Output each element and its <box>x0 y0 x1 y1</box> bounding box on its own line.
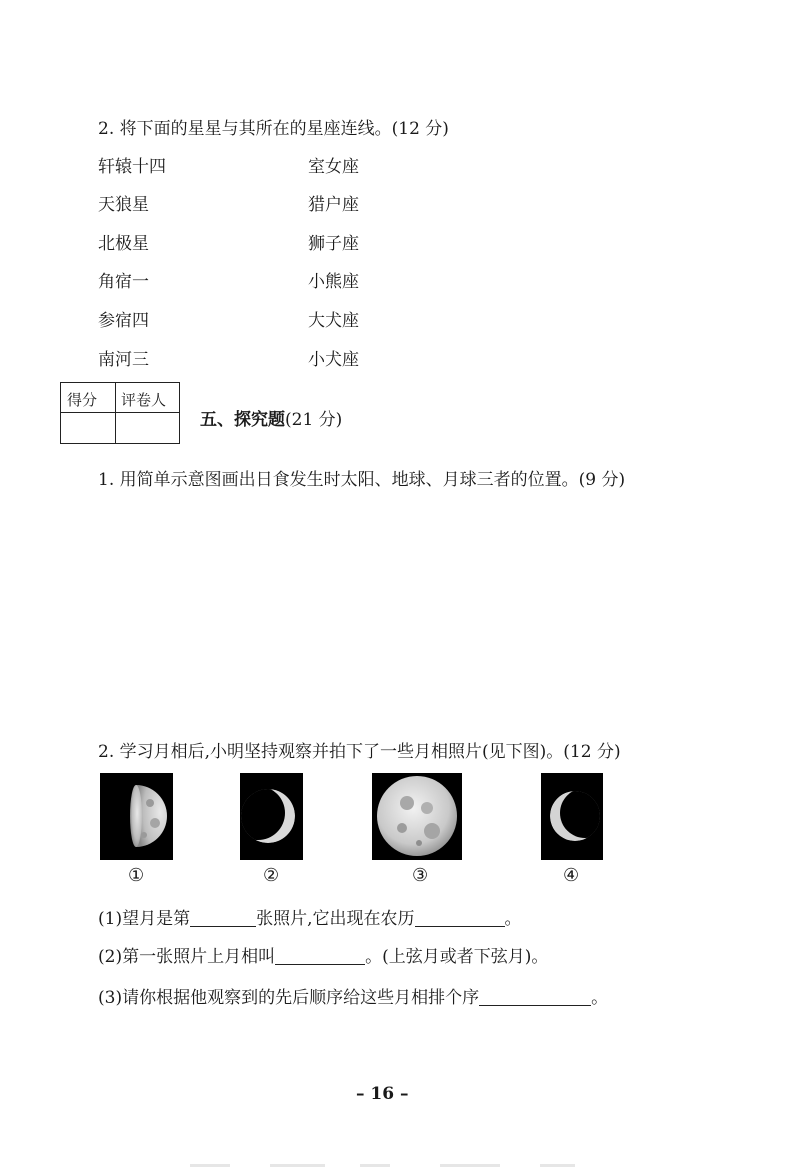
score-header: 得分 <box>67 391 98 409</box>
photo-label: ① <box>128 865 145 886</box>
section-points: (21 分) <box>285 410 343 430</box>
photo-label: ④ <box>563 865 580 886</box>
question-5-2-title: 2. 学习月相后,小明坚持观察并拍下了一些月相照片(见下图)。(12 分) <box>98 742 621 762</box>
constellation-item: 狮子座 <box>308 234 359 254</box>
answer-blank[interactable] <box>275 946 365 965</box>
sub-question-2 <box>98 942 548 967</box>
constellation-item: 大犬座 <box>308 311 359 331</box>
section-title: 五、探究题 <box>200 410 285 430</box>
constellation-item: 猎户座 <box>308 195 359 215</box>
constellation-item: 小犬座 <box>308 350 359 370</box>
answer-blank[interactable] <box>479 987 591 1006</box>
star-item: 北极星 <box>98 234 149 254</box>
moon-photo-4 <box>541 773 603 860</box>
bleed-through-marks <box>180 1162 600 1170</box>
star-item: 轩辕十四 <box>98 157 166 177</box>
sub-question-text: (2)第一张照片上月相叫 <box>98 947 276 967</box>
section-heading <box>200 405 342 430</box>
sub-question-3 <box>98 983 608 1008</box>
question-5-1-title: 1. 用简单示意图画出日食发生时太阳、地球、月球三者的位置。(9 分) <box>98 470 626 490</box>
photo-label: ③ <box>412 865 429 886</box>
moon-photo-2 <box>240 773 303 860</box>
score-table <box>60 382 180 444</box>
sub-question-text: (1)望月是第 <box>98 909 191 929</box>
moon-photo-3 <box>372 773 462 860</box>
table-divider <box>115 383 116 443</box>
table-divider <box>61 412 179 413</box>
page-number: – 16 – <box>356 1084 409 1104</box>
constellation-item: 小熊座 <box>308 272 359 292</box>
sub-question-text: 张照片,它出现在农历 <box>256 909 415 929</box>
constellation-item: 室女座 <box>308 157 359 177</box>
sub-question-text: 。 <box>591 988 609 1008</box>
question-2-title: 2. 将下面的星星与其所在的星座连线。(12 分) <box>98 119 449 139</box>
sub-question-text: (3)请你根据他观察到的先后顺序给这些月相排个序 <box>98 988 480 1008</box>
answer-blank[interactable] <box>190 908 256 927</box>
sub-question-1 <box>98 904 522 929</box>
grader-header: 评卷人 <box>121 391 167 409</box>
sub-question-text: 。(上弦月或者下弦月)。 <box>365 947 549 967</box>
moon-photo-1 <box>100 773 173 860</box>
sub-question-text: 。 <box>504 909 522 929</box>
star-item: 天狼星 <box>98 195 149 215</box>
star-item: 南河三 <box>98 350 149 370</box>
star-item: 角宿一 <box>98 272 149 292</box>
photo-label: ② <box>263 865 280 886</box>
star-item: 参宿四 <box>98 311 149 331</box>
answer-blank[interactable] <box>415 908 505 927</box>
